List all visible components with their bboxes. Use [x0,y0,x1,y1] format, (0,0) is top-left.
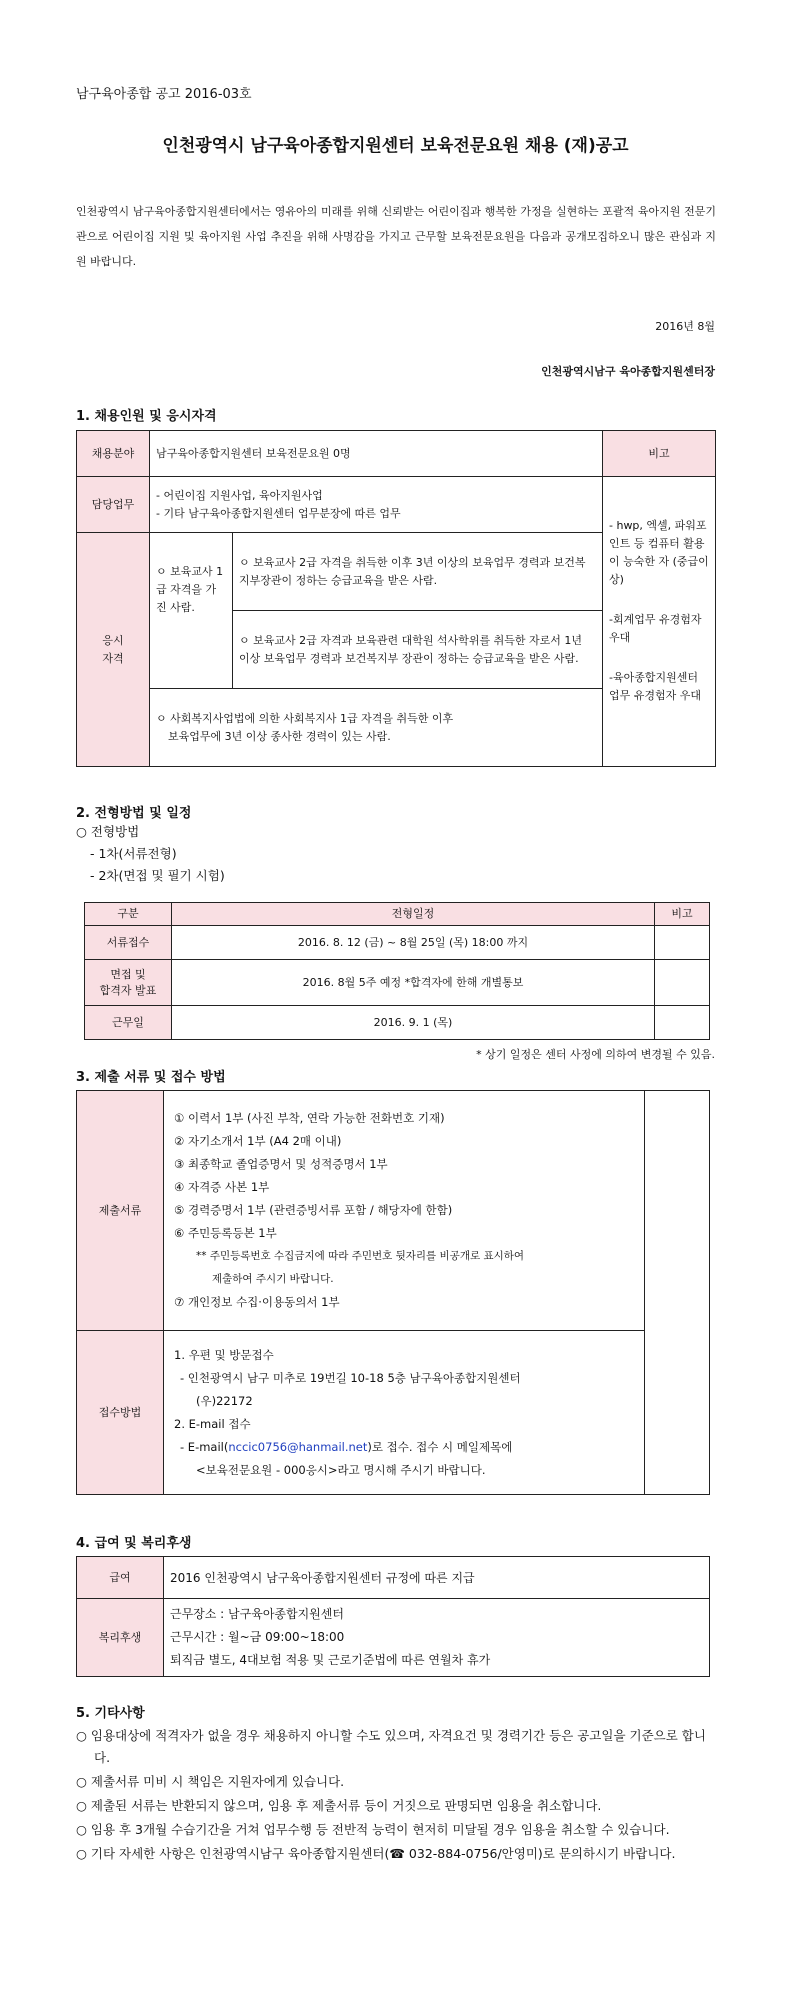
schedule-row-value: 2016. 9. 1 (목) [172,1006,655,1040]
qual-option-b: ㅇ 보육교사 2급 자격과 보육관련 대학원 석사학위를 취득한 자로서 1년 이상 보육업무 경력과 보건복지부 장관이 정하는 승급교육을 받은 사람. [233,611,603,689]
email-link[interactable]: nccic0756@hanmail.net [228,1439,368,1454]
schedule-row-value: 2016. 8. 12 (금) ~ 8월 25일 (목) 18:00 까지 [172,926,655,960]
qual-option-c-line: 보육업무에 3년 이상 종사한 경력이 있는 사람. [168,729,391,743]
field-value: 남구육아종합지원센터 보육전문요원 0명 [150,431,603,477]
method-step: - 1차(서류전형) [90,846,177,861]
field-label: 채용분야 [77,431,150,477]
docs-note-cell [645,1091,710,1495]
doc-note: ** 주민등록번호 수집금지에 따라 주민번호 뒷자리를 비공개로 표시하여 [196,1250,525,1262]
qual-label: 응시 자격 [77,533,150,767]
other-note-item: ○ 임용 후 3개월 수습기간을 거쳐 업무수행 등 전반적 능력이 현저히 미달될 경우 임용을 취소할 수 있습니다. [76,1822,670,1837]
qual-group: ㅇ 보육교사 1급 자격을 가진 사람. [150,533,233,689]
email-prefix: - E-mail( [180,1439,229,1454]
section-2-heading: 2. 전형방법 및 일정 [76,806,192,821]
schedule-header-sched: 전형일정 [172,903,655,926]
note-item: -육아종합지원센터 업무 유경험자 우대 [609,671,702,702]
schedule-row-label: 서류접수 [85,926,172,960]
schedule-header-note: 비고 [655,903,710,926]
welfare-item: 퇴직금 별도, 4대보험 적용 및 근로기준법에 따른 연월차 휴가 [170,1653,491,1667]
qual-option-c-line: ㅇ 사회복지사업법에 의한 사회복지사 1급 자격을 취득한 이후 [156,711,454,725]
section-5-heading: 5. 기타사항 [76,1706,145,1721]
welfare-item: 근무시간 : 월~금 09:00~18:00 [170,1630,345,1644]
welfare-label: 복리후생 [77,1599,164,1677]
receive-item: 1. 우편 및 방문접수 [174,1347,274,1362]
doc-item: ③ 최종학교 졸업증명서 및 성적증명서 1부 [174,1157,388,1171]
schedule-table [84,902,710,1040]
receive-label: 접수방법 [77,1331,164,1495]
doc-item: ④ 자격증 사본 1부 [174,1180,270,1194]
receive-detail [174,1436,638,1459]
schedule-footnote: * 상기 일정은 센터 사정에 의하여 변경될 수 있음. [476,1048,715,1061]
section-3-heading: 3. 제출 서류 및 접수 방법 [76,1070,226,1085]
section-1-heading: 1. 채용인원 및 응시자격 [76,409,217,424]
note-header: 비고 [603,431,716,477]
docs-label: 제출서류 [77,1091,164,1331]
schedule-row-label: 근무일 [85,1006,172,1040]
schedule-header-div: 구분 [85,903,172,926]
duty-item: - 어린이집 지원사업, 육아지원사업 [156,488,323,502]
doc-item: ② 자기소개서 1부 (A4 2매 이내) [174,1134,342,1148]
intro-text: 인천광역시 남구육아종합지원센터에서는 영유아의 미래를 위해 신뢰받는 어린이집과 행복한 가정을 실현하는 포괄적 육아지원 전문기관으로 어린이집 지원 및 육아지원 사업 추진을 위해 사명감을 가지고 근무할 보육전문요원을 다음과 공개모집하오니 많은 관심과 지원 바랍니다. [76,205,716,268]
schedule-row-label: 면접 및 합격자 발표 [85,960,172,1006]
issuer: 인천광역시남구 육아종합지원센터장 [541,365,715,378]
other-note-item: ○ 제출서류 미비 시 책임은 지원자에게 있습니다. [76,1774,345,1789]
notice-number: 남구육아종합 공고 2016-03호 [76,87,252,102]
doc-item: ⑤ 경력증명서 1부 (관련증빙서류 포함 / 해당자에 한함) [174,1203,453,1217]
doc-item: ① 이력서 1부 (사진 부착, 연락 가능한 전화번호 기재) [174,1111,445,1125]
salary-table [76,1556,710,1677]
other-note-item: ○ 제출된 서류는 반환되지 않으며, 임용 후 제출서류 등이 거짓으로 판명되면 임용을 취소합니다. [76,1798,602,1813]
receive-detail: - 인천광역시 남구 미추로 19번길 10-18 5층 남구육아종합지원센터 [180,1370,521,1385]
receive-item: 2. E-mail 접수 [174,1416,251,1431]
email-suffix: )로 접수. 접수 시 메일제목에 [367,1439,513,1454]
method-heading: ○ 전형방법 [76,824,140,839]
duty-item: - 기타 남구육아종합지원센터 업무분장에 따른 업무 [156,506,401,520]
recruit-table [76,430,716,767]
announce-date: 2016년 8월 [655,320,715,333]
page-title: 인천광역시 남구육아종합지원센터 보육전문요원 채용 (재)공고 [162,136,629,156]
schedule-row-note [655,960,710,1006]
welfare-value [164,1599,710,1677]
doc-item: ⑥ 주민등록등본 1부 [174,1226,277,1240]
duty-value [150,477,603,533]
note-cell [603,477,716,767]
section-4-heading: 4. 급여 및 복리후생 [76,1536,192,1551]
documents-table [76,1090,710,1495]
pay-label: 급여 [77,1557,164,1599]
welfare-item: 근무장소 : 남구육아종합지원센터 [170,1607,344,1621]
pay-value: 2016 인천광역시 남구육아종합지원센터 규정에 따른 지급 [164,1557,710,1599]
docs-list [164,1091,645,1331]
schedule-row-note [655,1006,710,1040]
method-step: - 2차(면접 및 필기 시험) [90,868,225,883]
qual-option-c [150,689,603,767]
duty-label: 담당업무 [77,477,150,533]
other-note-item: ○ 기타 자세한 사항은 인천광역시남구 육아종합지원센터(☎ 032-884-0756/안영미)로 문의하시기 바랍니다. [76,1846,676,1861]
doc-note: 제출하여 주시기 바랍니다. [212,1273,334,1285]
receive-detail: <보육전문요원 - 000응시>라고 명시해 주시기 바랍니다. [196,1462,486,1477]
note-item: -회계업무 유경험자 우대 [609,613,702,644]
doc-item: ⑦ 개인정보 수집·이용동의서 1부 [174,1295,340,1309]
receive-detail: (우)22172 [196,1393,253,1408]
qual-option-a: ㅇ 보육교사 2급 자격을 취득한 이후 3년 이상의 보육업무 경력과 보건복지부장관이 정하는 승급교육을 받은 사람. [233,533,603,611]
receive-methods [164,1331,645,1495]
schedule-row-value: 2016. 8월 5주 예정 *합격자에 한해 개별통보 [172,960,655,1006]
other-notes [76,1725,716,1865]
other-note-item: ○ 임용대상에 적격자가 없을 경우 채용하지 아니할 수도 있으며, 자격요건 및 경력기간 등은 공고일을 기준으로 합니다. [76,1728,706,1765]
note-item: - hwp, 엑셀, 파워포인트 등 컴퓨터 활용이 능숙한 자 (중급이상) [609,519,709,586]
schedule-row-note [655,926,710,960]
